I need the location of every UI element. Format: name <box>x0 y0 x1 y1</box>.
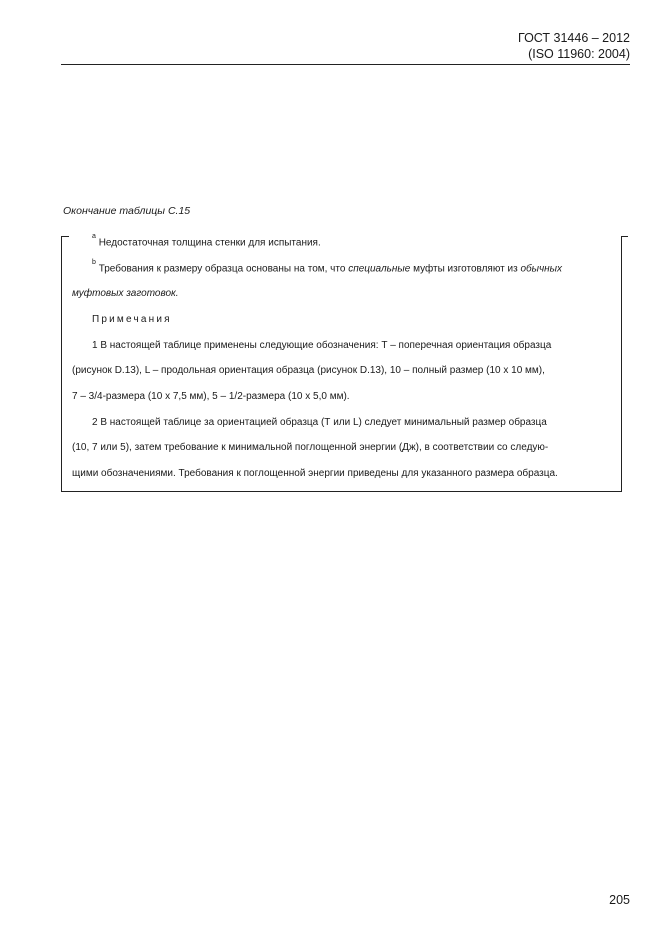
table-continuation-frame <box>61 236 622 492</box>
standard-designation: ГОСТ 31446 – 2012 <box>518 31 630 45</box>
footnote-a-text: Недостаточная толщина стенки для испытания. <box>98 237 321 249</box>
footnote-b-marker: b <box>92 259 96 266</box>
footnote-b-line2-end: . <box>175 288 179 299</box>
footnote-b-em-blanks: муфтовых заготовок <box>72 288 176 299</box>
note1-line3: 7 – 3/4-размера (10 х 7,5 мм), 5 – 1/2-размера (10 х 5,0 мм). <box>72 391 350 402</box>
note2-line3: щими обозначениями. Требования к поглощенной энергии приведены для указанного размера образца. <box>72 468 558 479</box>
footnote-b-em-special: специальные <box>348 263 411 275</box>
note2-line1: 2 В настоящей таблице за ориентацией образца (Т или L) следует минимальный размер образца <box>92 417 547 428</box>
footnote-a <box>92 233 321 249</box>
header-rule <box>61 64 630 65</box>
footnote-b-line2 <box>72 288 179 299</box>
footnote-b-text-mid: муфты изготовляют из <box>410 263 521 275</box>
note2-line2: (10, 7 или 5), затем требование к минимальной поглощенной энергии (Дж), в соответствии со следую- <box>72 442 549 453</box>
document-header <box>518 30 630 62</box>
table-caption: Окончание таблицы С.15 <box>63 205 191 217</box>
page-number: 205 <box>609 893 630 907</box>
note1-line2: (рисунок D.13), L – продольная ориентация образца (рисунок D.13), 10 – полный размер (10 х 10 мм), <box>72 365 545 376</box>
notes-heading: Примечания <box>92 314 172 325</box>
iso-designation: (ISO 11960: 2004) <box>528 47 630 61</box>
footnote-b-line1 <box>92 259 563 275</box>
footnote-b-text-pre: Требования к размеру образца основаны на том, что <box>98 263 349 275</box>
table-top-right-tick <box>622 236 628 237</box>
footnote-a-marker: a <box>92 233 96 240</box>
footnote-b-em-ordinary: обычных <box>520 263 563 275</box>
note1-line1: 1 В настоящей таблице применены следующие обозначения: Т – поперечная ориентация образца <box>92 340 552 351</box>
